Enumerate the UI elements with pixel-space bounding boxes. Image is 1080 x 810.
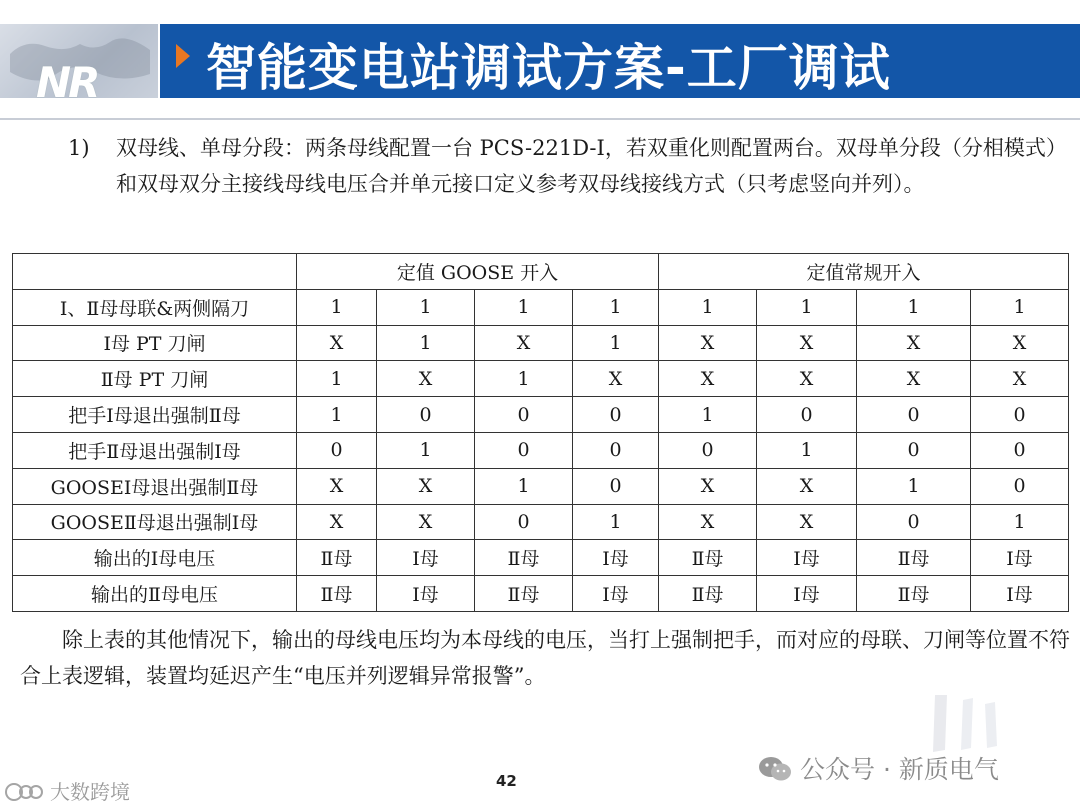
table-cell: Ⅰ母 (573, 576, 659, 612)
table-cell: X (297, 468, 377, 504)
table-cell: Ⅱ母 (857, 540, 971, 576)
table-cell: 0 (857, 504, 971, 540)
table-cell: 1 (659, 397, 757, 433)
table-cell: X (377, 504, 475, 540)
table-row (13, 397, 1069, 433)
table-cell: 1 (857, 289, 971, 325)
goose-group-header: 定值 GOOSE 开入 (297, 254, 659, 290)
table-cell: 1 (757, 289, 857, 325)
table-cell: 1 (297, 289, 377, 325)
logic-table (12, 253, 1069, 612)
table-cell: X (757, 504, 857, 540)
footer-paragraph: 除上表的其他情况下，输出的母线电压均为本母线的电压，当打上强制把手，而对应的母联、刀闸等位置不符合上表逻辑，装置均延迟产生“电压并列逻辑异常报警”。 (20, 628, 1070, 688)
page-number: 42 (496, 772, 517, 790)
table-row (13, 289, 1069, 325)
table-header-row (13, 254, 1069, 290)
brand-watermark-text: 大数跨境 (50, 780, 130, 804)
table-cell: 1 (757, 432, 857, 468)
table-cell: Ⅱ母 (659, 540, 757, 576)
table-cell: X (659, 361, 757, 397)
table-cell: X (971, 361, 1069, 397)
table-cell: 0 (857, 432, 971, 468)
table-cell: Ⅰ母 (573, 540, 659, 576)
table-cell: X (971, 325, 1069, 361)
row-label: GOOSEⅠ母退出强制Ⅱ母 (13, 468, 297, 504)
row-label: Ⅰ、Ⅱ母母联&两侧隔刀 (13, 289, 297, 325)
slide-header (0, 0, 1080, 120)
table-cell: 1 (475, 468, 573, 504)
table-cell: X (475, 325, 573, 361)
table-cell: 1 (971, 504, 1069, 540)
table-cell: X (857, 361, 971, 397)
table-cell: Ⅰ母 (971, 540, 1069, 576)
list-number: 1) (68, 136, 90, 160)
table-cell: X (757, 361, 857, 397)
table-cell: 1 (573, 504, 659, 540)
table-row (13, 325, 1069, 361)
row-label: 把手Ⅱ母退出强制Ⅰ母 (13, 432, 297, 468)
header-divider (0, 118, 1080, 120)
table-row (13, 504, 1069, 540)
intro-text: 双母线、单母分段：两条母线配置一台 PCS-221D-I，若双重化则配置两台。双母单分段（分相模式）和双母双分主接线母线电压合并单元接口定义参考双母线接线方式（只考虑竖向并列）。 (116, 136, 1067, 196)
normal-group-header: 定值常规开入 (659, 254, 1069, 290)
table-row (13, 432, 1069, 468)
table-cell: 1 (573, 289, 659, 325)
row-label: 把手Ⅰ母退出强制Ⅱ母 (13, 397, 297, 433)
table-cell: X (757, 468, 857, 504)
table-cell: X (297, 504, 377, 540)
table-cell: Ⅰ母 (757, 540, 857, 576)
table-cell: 0 (475, 504, 573, 540)
table-cell: Ⅱ母 (659, 576, 757, 612)
table-cell: Ⅱ母 (857, 576, 971, 612)
table-cell: X (297, 325, 377, 361)
table-cell: X (757, 325, 857, 361)
table-cell: X (573, 361, 659, 397)
table-cell: 0 (757, 397, 857, 433)
table-cell: X (659, 325, 757, 361)
row-label: Ⅱ母 PT 刀闸 (13, 361, 297, 397)
table-cell: 0 (297, 432, 377, 468)
brand-watermark (4, 776, 130, 805)
table-cell: Ⅱ母 (475, 540, 573, 576)
table-cell: X (659, 468, 757, 504)
table-cell: 1 (297, 397, 377, 433)
row-label: 输出的Ⅱ母电压 (13, 576, 297, 612)
wechat-watermark (758, 750, 999, 786)
table-cell: 1 (377, 432, 475, 468)
table-cell: 0 (377, 397, 475, 433)
table-row (13, 540, 1069, 576)
table-cell: 0 (971, 468, 1069, 504)
logo-text: NR (36, 58, 98, 98)
table-cell: Ⅰ母 (757, 576, 857, 612)
row-label: Ⅰ母 PT 刀闸 (13, 325, 297, 361)
table-cell: 1 (377, 325, 475, 361)
table-cell: Ⅰ母 (971, 576, 1069, 612)
page-title: 智能变电站调试方案-工厂调试 (206, 39, 891, 97)
table-row (13, 576, 1069, 612)
table-cell: 0 (971, 432, 1069, 468)
table-cell: Ⅱ母 (475, 576, 573, 612)
table-cell: X (659, 504, 757, 540)
table-cell: 1 (475, 361, 573, 397)
table-row (13, 361, 1069, 397)
table-cell: 0 (573, 397, 659, 433)
table-cell: 1 (659, 289, 757, 325)
table-cell: 1 (297, 361, 377, 397)
row-label: GOOSEⅡ母退出强制Ⅰ母 (13, 504, 297, 540)
table-cell: Ⅱ母 (297, 540, 377, 576)
table-cell: 0 (573, 468, 659, 504)
brand-logo-icon (4, 780, 48, 804)
table-cell: 1 (377, 289, 475, 325)
arrow-icon (176, 44, 190, 68)
table-cell: Ⅰ母 (377, 576, 475, 612)
table-cell: 0 (573, 432, 659, 468)
table-cell: Ⅱ母 (297, 576, 377, 612)
table-cell: Ⅰ母 (377, 540, 475, 576)
table-cell: 1 (573, 325, 659, 361)
table-cell: 0 (971, 397, 1069, 433)
table-cell: 0 (475, 397, 573, 433)
table-cell: 1 (857, 468, 971, 504)
table-cell: X (377, 361, 475, 397)
table-cell: 0 (475, 432, 573, 468)
table-cell: 1 (475, 289, 573, 325)
row-label: 输出的Ⅰ母电压 (13, 540, 297, 576)
wechat-icon (758, 755, 792, 783)
table-cell: 0 (659, 432, 757, 468)
table-cell: 1 (971, 289, 1069, 325)
table-row (13, 468, 1069, 504)
table-cell: X (377, 468, 475, 504)
wechat-account-name: 公众号 · 新质电气 (800, 755, 999, 784)
table-cell: X (857, 325, 971, 361)
logo-box (0, 24, 158, 98)
corner-cell (13, 254, 297, 290)
table-cell: 0 (857, 397, 971, 433)
